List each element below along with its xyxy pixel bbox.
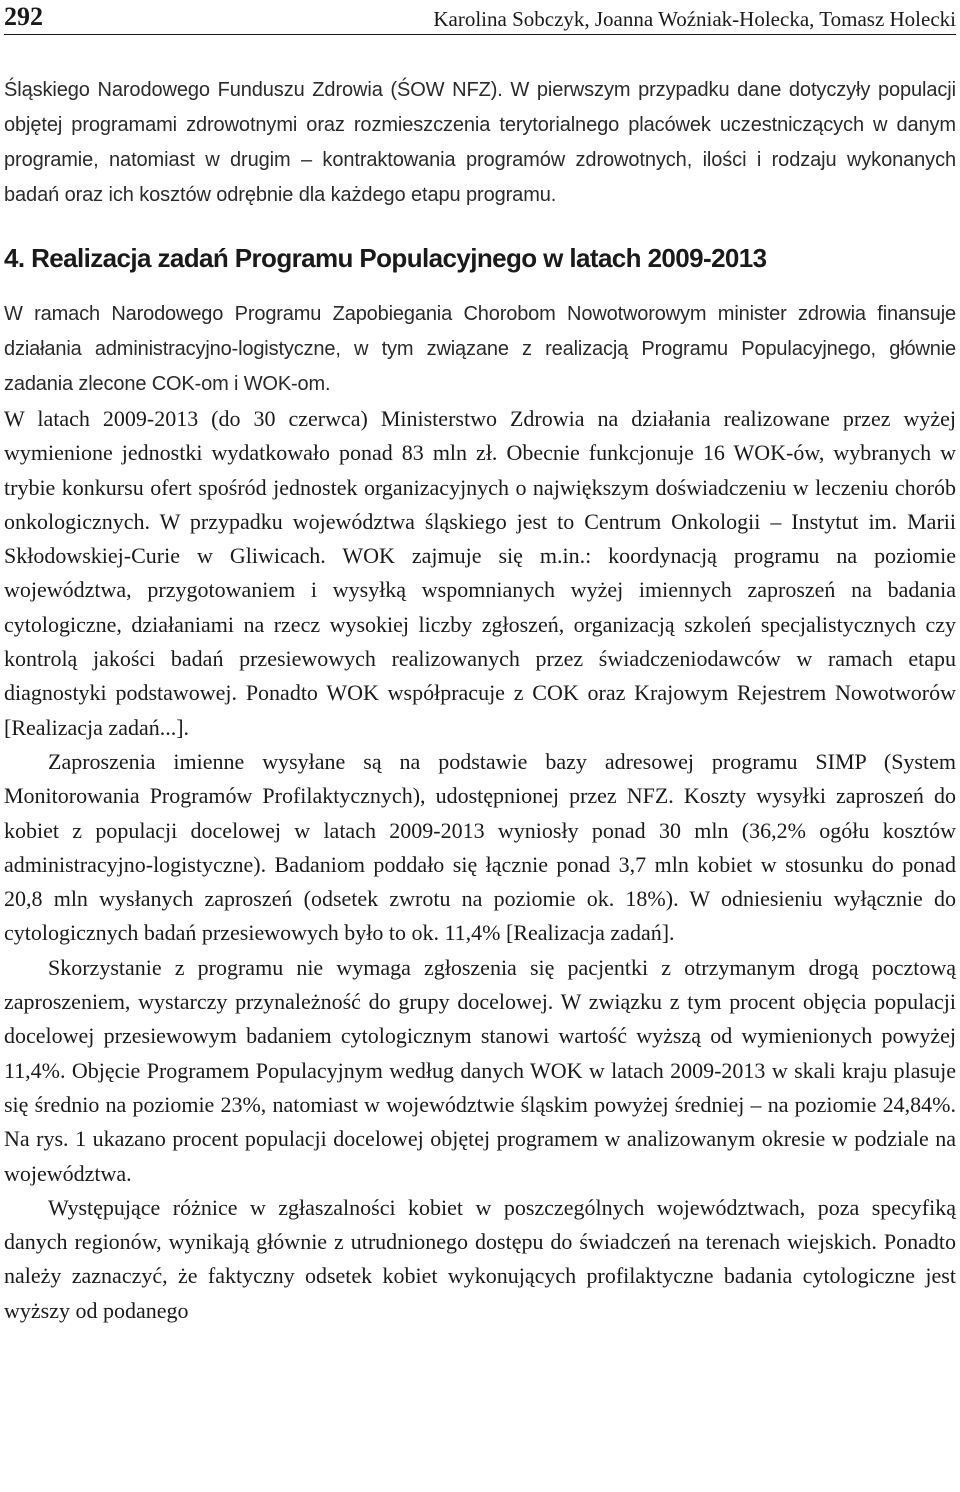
body-paragraph-2: Zaproszenia imienne wysyłane są na podstawie bazy adresowej programu SIMP (System Monitorowania Programów Profilaktycznych), udostępnionej przez NFZ. Koszty wysyłki zaproszeń do kobiet z populacji docelowej w latach 2009-2013 wyniosły ponad 30 mln (36,2% ogółu kosztów administracyjno-logistyczne). Badaniom poddało się łącznie ponad 3,7 mln kobiet w stosunku do ponad 20,8 mln wysłanych zaproszeń (odsetek zwrotu na poziomie ok. 18%). W odniesieniu wyłącznie do cytologicznych badań przesiewowych było to ok. 11,4% [Realizacja zadań]. <box>4 748 956 946</box>
body-paragraph-4: Występujące różnice w zgłaszalności kobiet w poszczególnych województwach, poza specyfiką danych regionów, wynikają głównie z utrudnionego dostępu do świadczeń na terenach wiejskich. Ponadto należy zaznaczyć, że faktyczny odsetek kobiet wykonujących profilaktyczne badania cytologiczne jest wyższy od podanego <box>4 1194 956 1323</box>
section-heading: 4. Realizacja zadań Programu Populacyjnego w latach 2009-2013 <box>4 243 767 273</box>
body-text <box>4 402 956 1328</box>
page-number: 292 <box>4 2 43 31</box>
running-head-authors: Karolina Sobczyk, Joanna Woźniak-Holecka, Tomasz Holecki <box>433 7 956 31</box>
body-paragraph-3: Skorzystanie z programu nie wymaga zgłoszenia się pacjentki z otrzymanym drogą pocztową zaproszeniem, wystarczy przynależność do grupy docelowej. W związku z tym procent objęcia populacji docelowej przesiewowym badaniem cytologicznym stanowi wartość wyższą od wymienionych powyżej 11,4%. Objęcie Programem Populacyjnym według danych WOK w latach 2009-2013 w skali kraju plasuje się średnio na poziomie 23%, natomiast w województwie śląskim powyżej średniej – na poziomie 24,84%. Na rys. 1 ukazano procent populacji docelowej objętej programem w analizowanym okresie w podziale na województwa. <box>4 954 956 1186</box>
section-intro-paragraph: W ramach Narodowego Programu Zapobiegania Chorobom Nowotworowym minister zdrowia finansuje działania administracyjno-logistyczne, w tym związane z realizacją Programu Populacyjnego, głównie zadania zlecone COK-om i WOK-om. <box>4 303 956 395</box>
intro-paragraph: Śląskiego Narodowego Funduszu Zdrowia (ŚOW NFZ). W pierwszym przypadku dane dotyczyły populacji objętej programami zdrowotnymi oraz rozmieszczenia terytorialnego placówek uczestniczących w danym programie, natomiast w drugim – kontraktowania programów zdrowotnych, ilości i rodzaju wykonanych badań oraz ich kosztów odrębnie dla każdego etapu programu. <box>4 79 956 206</box>
document-page <box>4 0 956 1328</box>
running-header <box>4 0 956 35</box>
body-paragraph-1: W latach 2009-2013 (do 30 czerwca) Ministerstwo Zdrowia na działania realizowane przez wyżej wymienione jednostki wydatkowało ponad 83 mln zł. Obecnie funkcjonuje 16 WOK-ów, wybranych w trybie konkursu ofert spośród jednostek organizacyjnych o największym doświadczeniu w leczeniu chorób onkologicznych. W przypadku województwa śląskiego jest to Centrum Onkologii – Instytut im. Marii Skłodowskiej-Curie w Gliwicach. WOK zajmuje się m.in.: koordynacją programu na poziomie województwa, przygotowaniem i wysyłką wspomnianych wyżej imiennych zaproszeń na badania cytologiczne, działaniami na rzecz wysokiej liczby zgłoszeń, organizacją szkoleń specjalistycznych czy kontrolą jakości badań przesiewowych realizowanych przez świadczeniodawców w ramach etapu diagnostyki podstawowej. Ponadto WOK współpracuje z COK oraz Krajowym Rejestrem Nowotworów [Realizacja zadań...]. <box>4 406 956 740</box>
